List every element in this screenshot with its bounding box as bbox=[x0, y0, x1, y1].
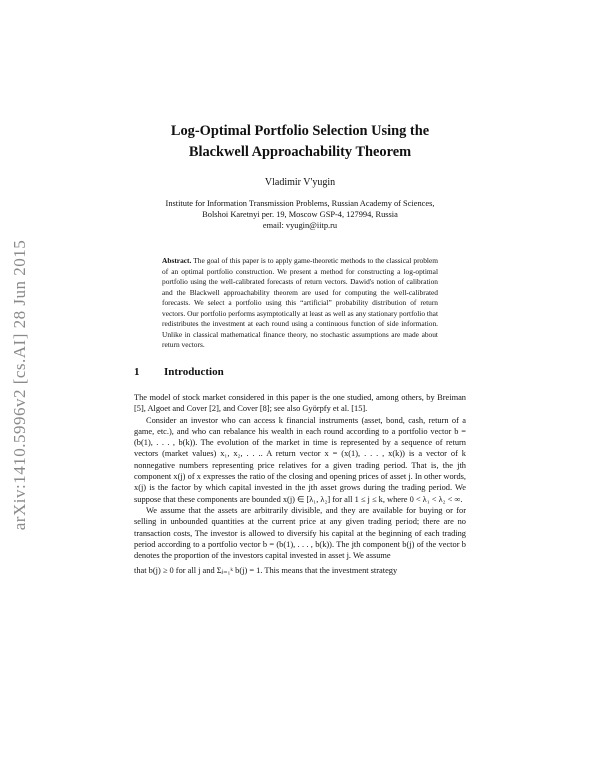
paragraph-4: that b(j) ≥ 0 for all j and Σⱼ₌₁ᵏ b(j) = 1. This means that the investment strategy bbox=[134, 566, 398, 576]
title-line-1: Log-Optimal Portfolio Selection Using the bbox=[170, 123, 430, 139]
section-number: 1 bbox=[134, 366, 140, 378]
section-title: Introduction bbox=[164, 366, 224, 378]
author-name: Vladimir V'yugin bbox=[264, 177, 336, 188]
abstract bbox=[162, 256, 438, 351]
paragraph-2: Consider an investor who can access k financial instruments (asset, bond, cash, return of a game, etc.), and who can rebalance his wealth in each round according to a portfolio vector b = (b(1), . . . , b(k)). The evolution of the market in time is represented by a sequence of return vectors (market values) x₁, x₂, . . .. A return vector x = (x(1), . . . , x(k)) is a vector of k nonnegative numbers representing price relatives for a given trading period. That is, the jth component x(j) of x expresses the ratio of the closing and opening prices of asset j. In other words, x(j) is the factor by which capital invested in the jth asset grows during the trading period. We suppose that these components are bounded x(j) ∈ [λ₁, λ₂] for all 1 ≤ j ≤ k, where 0 < λ₁ < λ₂ < ∞. bbox=[134, 415, 466, 504]
section-heading bbox=[134, 366, 466, 378]
arxiv-identifier: arXiv:1410.5996v2 [cs.AI] 28 Jun 2015 bbox=[10, 239, 29, 531]
abstract-text: The goal of this paper is to apply game-theoretic methods to the classical problem of an optimal portfolio construction. We present a method for constructing a log-optimal portfolio using the well-calibrated forecasts of return vectors. Dawid's notion of calibration and the Blackwell approachability theorem are used for computing the well-calibrated forecasts. We select a portfolio using this “artificial” probability distribution of return vectors. Our portfolio performs asymptotically at least as well as any stationary portfolio that redistributes the investment at each round using a continuous function of side information. Unlike in classical mathematical finance theory, no stochastic assumptions are made about return vectors. bbox=[162, 256, 438, 349]
title-line-2: Blackwell Approachability Theorem bbox=[188, 144, 412, 160]
affiliation-email: email: vyugin@iitp.ru bbox=[262, 221, 338, 230]
paper-title bbox=[90, 121, 510, 163]
paragraph-1: The model of stock market considered in this paper is the one studied, among others, by Breiman [5], Algoet and Cover [2], and Cover [8]; see also Györpfy et al. [15]. bbox=[134, 393, 466, 414]
paragraph-3: We assume that the assets are arbitrarily divisible, and they are available for buying or for selling in unbounded quantities at the current price at any given trading period; there are no transaction costs, The investor is allowed to diversify his capital at the beginning of each trading period according to a portfolio vector b = (b(1), . . . , b(k)). The jth component b(j) of the vector b denotes the proportion of the investors capital invested in asset j. We assume bbox=[134, 505, 466, 561]
affiliation bbox=[120, 198, 480, 231]
body-text bbox=[134, 392, 466, 577]
affiliation-line-2: Bolshoi Karetnyi per. 19, Moscow GSP-4, 127994, Russia bbox=[202, 210, 398, 219]
affiliation-line-1: Institute for Information Transmission Problems, Russian Academy of Sciences, bbox=[165, 199, 435, 208]
abstract-label: Abstract. bbox=[162, 256, 192, 265]
